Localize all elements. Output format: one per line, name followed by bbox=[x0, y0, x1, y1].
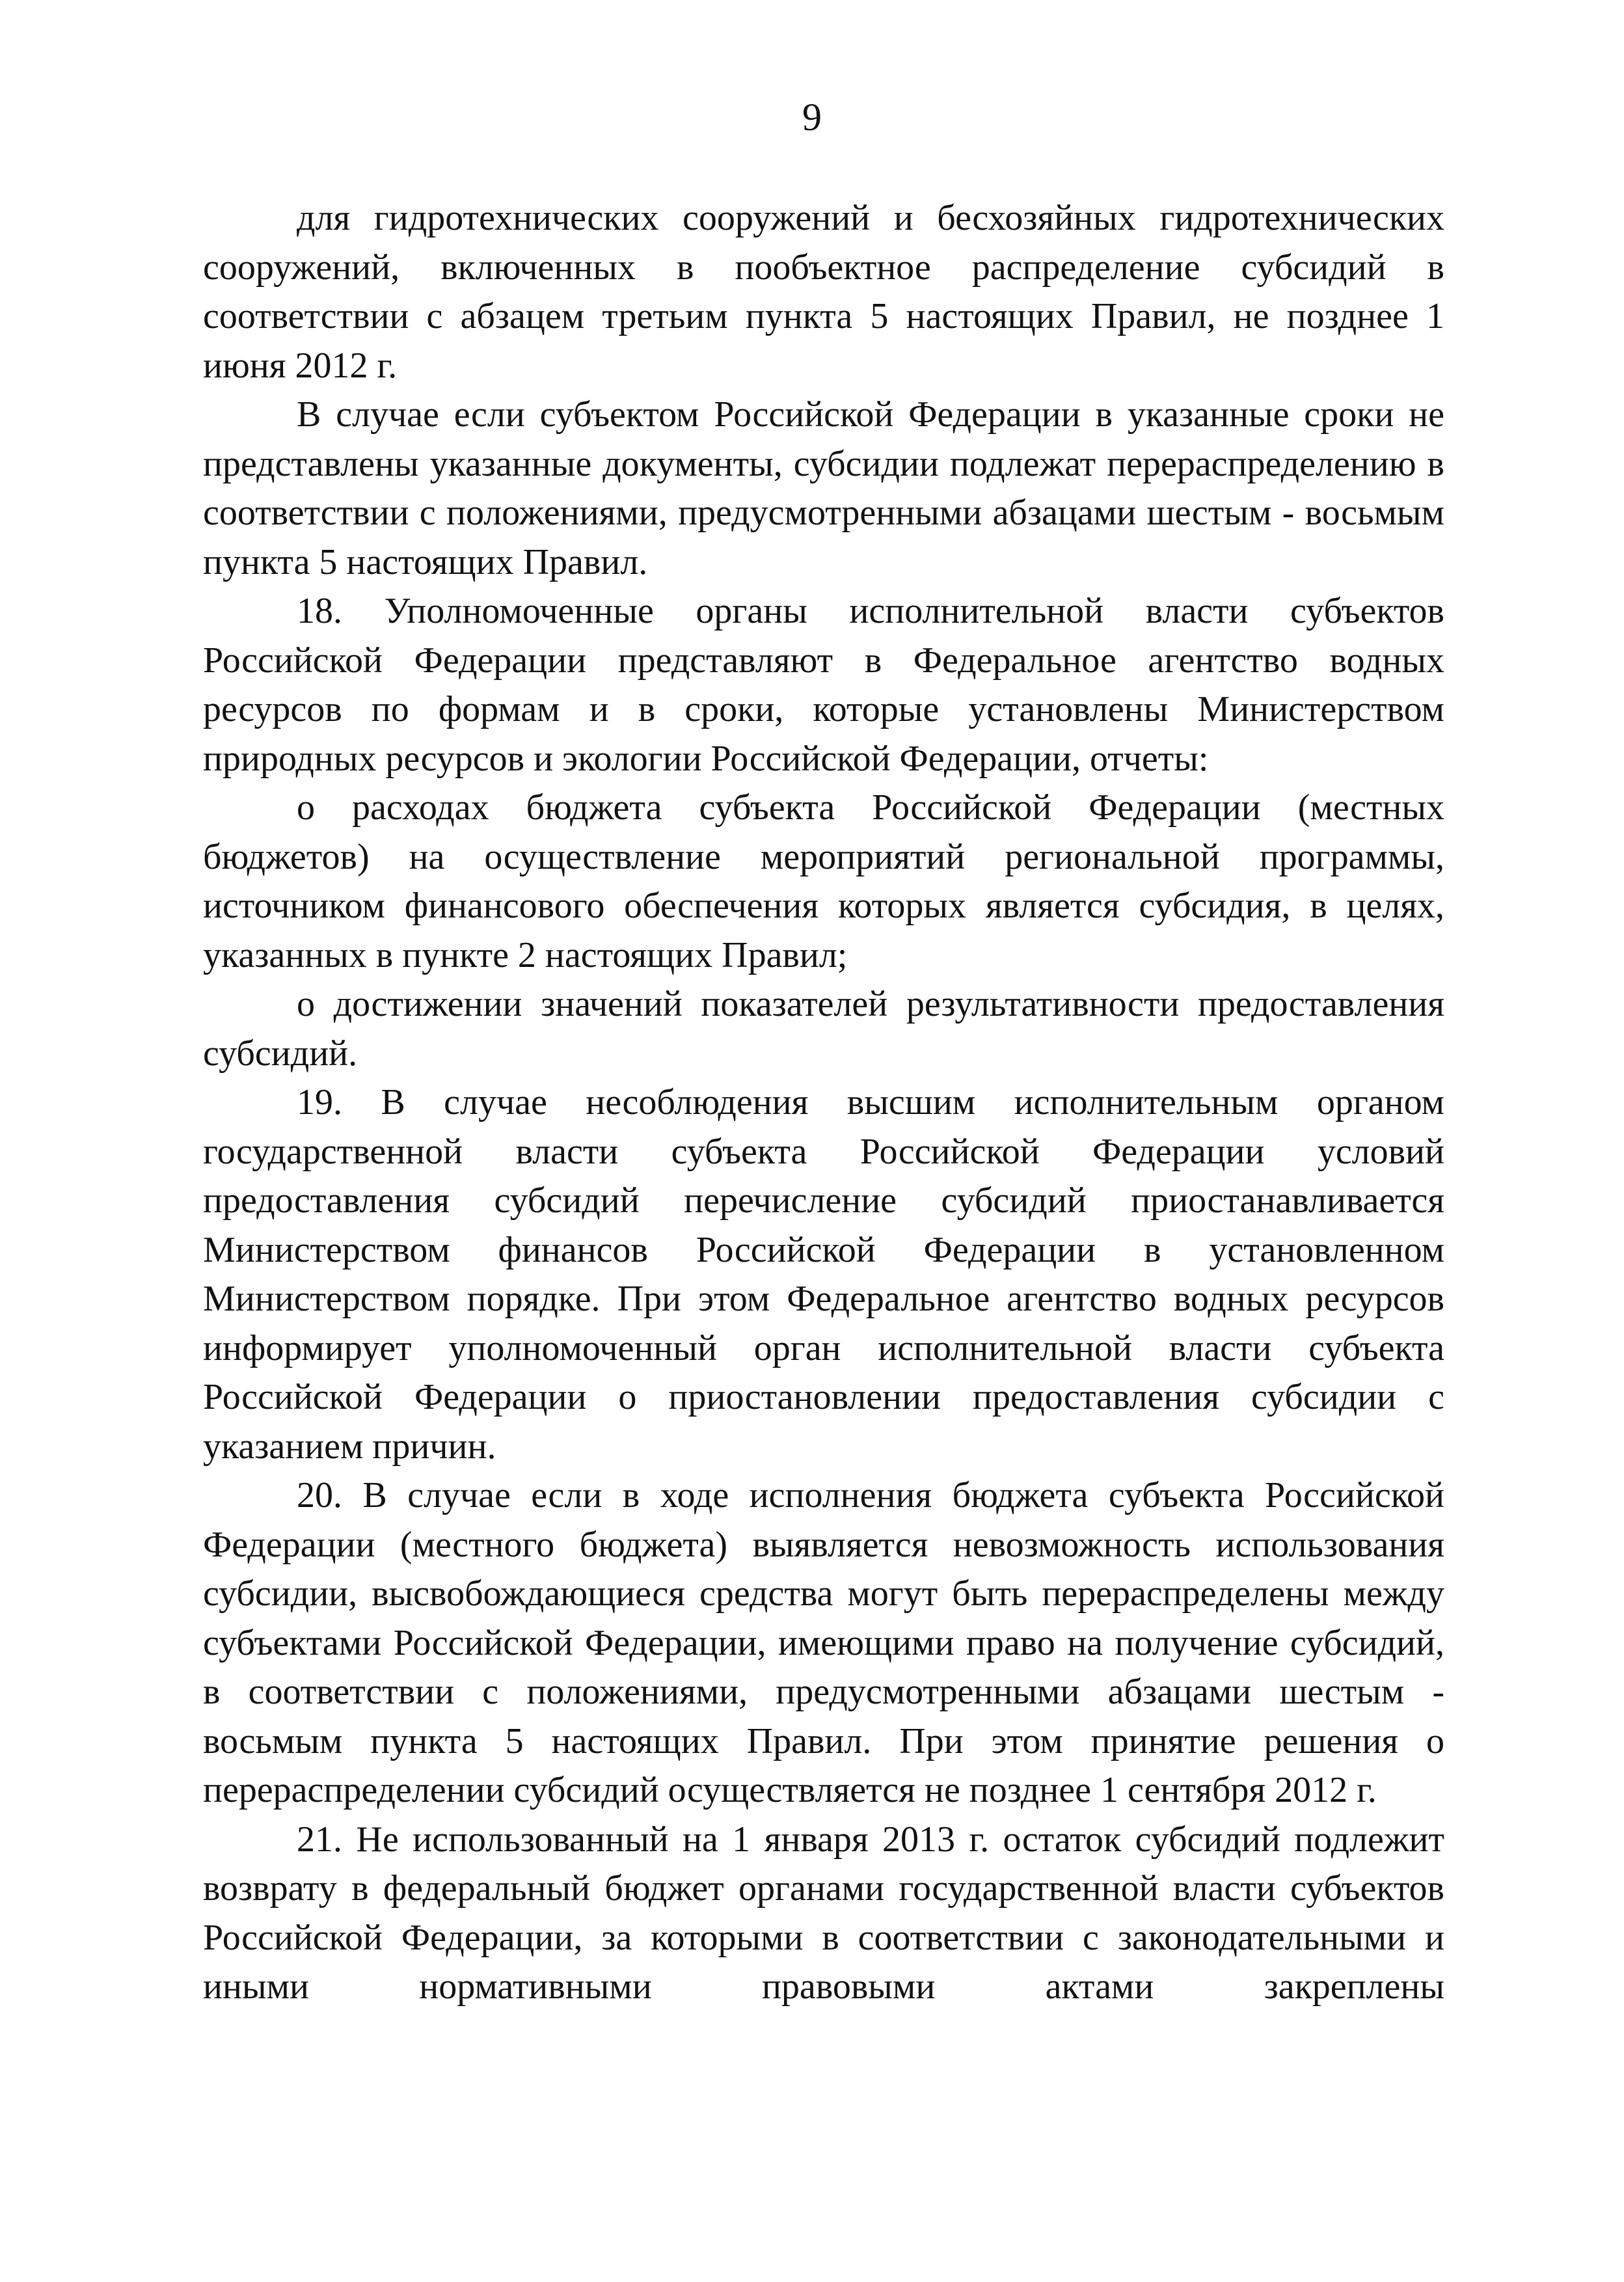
paragraph-item-18-reports: 18. Уполномоченные органы исполнительной власти субъектов Российской Федерации представляют в Федеральное агентство водных ресурсов по формам и в сроки, которые установлены Министерством природных ресурсов и экологии Российской Федерации, отчеты: bbox=[203, 591, 1444, 779]
paragraph-redistribution-if-not-submitted: В случае если субъектом Российской Федерации в указанные сроки не представлены указанные документы, субсидии подлежат перераспределению в соответствии с положениями, предусмотренными абзацами шестым - восьмым пункта 5 настоящих Правил. bbox=[203, 394, 1444, 582]
document-body bbox=[203, 194, 1444, 2012]
paragraph-item-19-suspension: 19. В случае несоблюдения высшим исполнительным органом государственной власти субъекта Российской Федерации условий предоставления субсидий перечисление субсидий приостанавливается Министерством финансов Российской Федерации в установленном Министерством порядке. При этом Федеральное агентство водных ресурсов информирует уполномоченный орган исполнительной власти субъекта Российской Федерации о приостановлении предоставления субсидии с указанием причин. bbox=[203, 1082, 1444, 1467]
paragraph-item-20-redistribution: 20. В случае если в ходе исполнения бюджета субъекта Российской Федерации (местного бюджета) выявляется невозможность использования субсидии, высвобождающиеся средства могут быть перераспределены между субъектами Российской Федерации, имеющими право на получение субсидий, в соответствии с положениями, предусмотренными абзацами шестым - восьмым пункта 5 настоящих Правил. При этом принятие решения о перераспределении субсидий осуществляется не позднее 1 сентября 2012 г. bbox=[203, 1475, 1444, 1810]
page-number: 9 bbox=[802, 96, 822, 139]
paragraph-report-on-indicators: о достижении значений показателей результативности предоставления субсидий. bbox=[203, 984, 1444, 1074]
paragraph-report-on-expenses: о расходах бюджета субъекта Российской Федерации (местных бюджетов) на осуществление мероприятий региональной программы, источником финансового обеспечения которых является субсидия, в целях, указанных в пункте 2 настоящих Правил; bbox=[203, 787, 1444, 975]
paragraph-hydro-structures-deadline: для гидротехнических сооружений и бесхозяйных гидротехнических сооружений, включенных в пообъектное распределение субсидий в соответствии с абзацем третьим пункта 5 настоящих Правил, не позднее 1 июня 2012 г. bbox=[203, 198, 1444, 386]
paragraph-item-21-unused-balance: 21. Не использованный на 1 января 2013 г. остаток субсидий подлежит возврату в федеральный бюджет органами государственной власти субъектов Российской Федерации, за которыми в соответствии с законодательными и иными нормативными правовыми актами закреплены bbox=[203, 1819, 1444, 2007]
